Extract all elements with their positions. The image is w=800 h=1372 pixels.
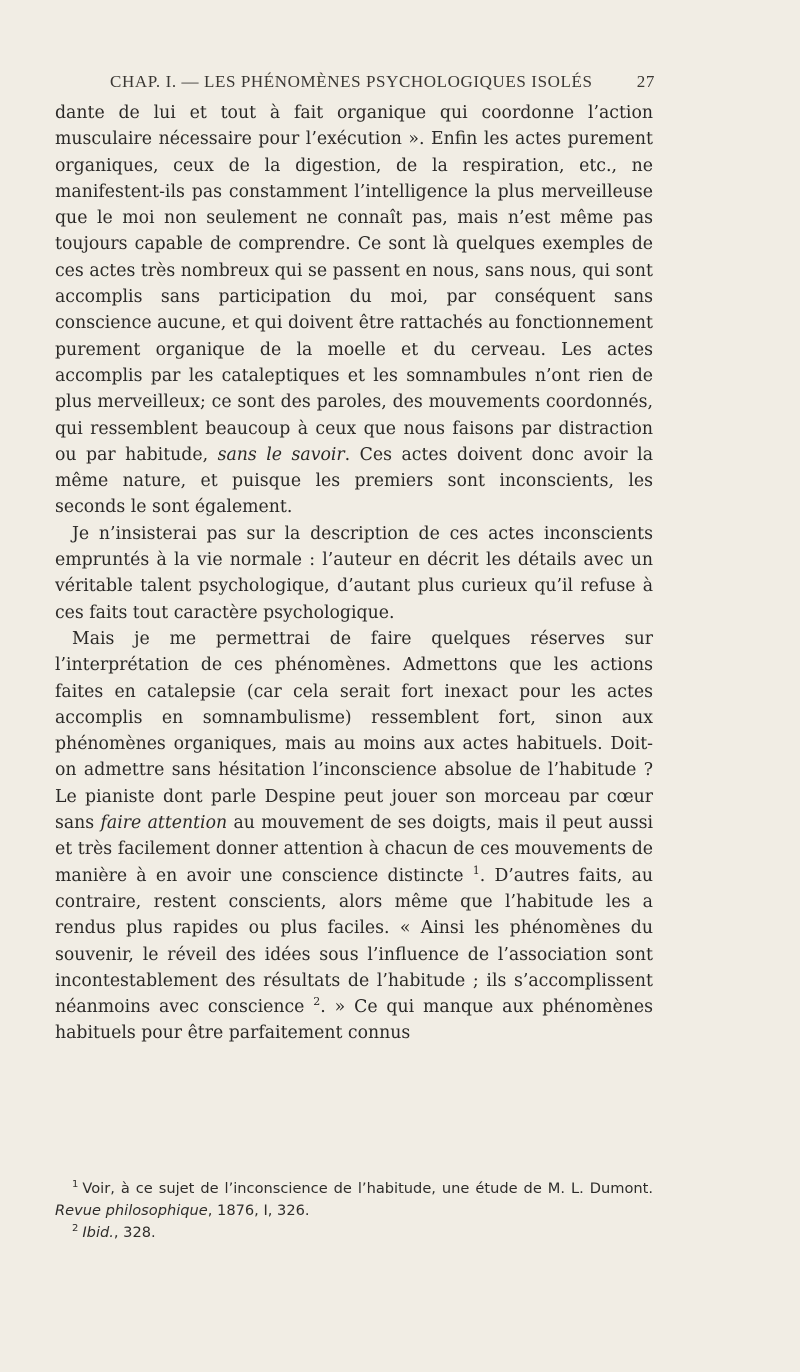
- paragraph-3-text-a: Mais je me permettrai de faire quelques réserves sur l’interprétation de ces phénomènes. Admettons que les actions faites en catalepsie (car cela serait fort inexact pour les actes accomplis en somnambulisme) ressemblent fort, sinon aux phénomènes organiques, mais au moins aux actes habituels. Doit-on admettre sans hésitation l’inconscience absolue de l’habitude ? Le pianiste dont parle Despine peut jouer son morceau par cœur sans: [55, 628, 653, 834]
- footnote-1-mark: 1: [72, 1179, 79, 1191]
- body-text: [55, 100, 653, 1047]
- paragraph-3: [55, 626, 653, 1047]
- footnote-1-rest: , 1876, I, 326.: [207, 1202, 310, 1219]
- footnote-2: [55, 1222, 653, 1244]
- footnote-1-text: Voir, à ce sujet de l’inconscience de l’habitude, une étude de M. L. Dumont.: [82, 1180, 653, 1197]
- paragraph-1: [55, 100, 653, 521]
- footnote-2-rest: , 328.: [113, 1224, 156, 1241]
- footnote-ref-1[interactable]: 1: [472, 863, 480, 877]
- footnote-1: [55, 1178, 653, 1222]
- footnote-2-mark: 2: [72, 1223, 79, 1235]
- footnote-2-journal: Ibid.: [82, 1224, 114, 1241]
- running-head: [110, 72, 655, 92]
- paragraph-3-text-b: au mouvement de ses doigts, mais il peut aussi et très facilement donner attention à chacun de ces mouvements de manière à en avoir une conscience distincte: [55, 813, 653, 886]
- footnote-ref-2[interactable]: 2: [313, 995, 321, 1009]
- paragraph-1-italic: sans le savoir: [217, 444, 345, 465]
- paragraph-1-text-b: . Ces actes doivent donc avoir la même nature, et puisque les premiers sont inconscients, les seconds le sont également.: [55, 444, 653, 518]
- footnotes: [55, 1178, 653, 1244]
- paragraph-3-italic: faire attention: [100, 813, 228, 834]
- chapter-title: CHAP. I. — LES PHÉNOMÈNES PSYCHOLOGIQUES ISOLÉS: [110, 72, 593, 91]
- paragraph-1-text-a: dante de lui et tout à fait organique qui coordonne l’action musculaire nécessaire pour l’exécution ». Enfin les actes purement organiques, ceux de la digestion, de la respiration, etc., ne manifestent-ils pas constamment l’intelligence la plus merveilleuse que le moi non seulement ne connaît pas, mais n’est même pas toujours capable de comprendre. Ce sont là quelques exemples de ces actes très nombreux qui se passent en nous, sans nous, qui sont accomplis sans participation du moi, par conséquent sans conscience aucune, et qui doivent être rattachés au fonctionnement purement organique de la moelle et du cerveau. Les actes accomplis par les cataleptiques et les somnambules n’ont rien de plus merveilleux; ce sont des paroles, des mouvements coordonnés, qui ressemblent beaucoup à ceux que nous faisons par distraction ou par habitude,: [55, 103, 653, 465]
- paragraph-3-text-d: . » Ce qui manque aux phénomènes habituels pour être parfaitement connus: [55, 997, 653, 1044]
- footnote-1-journal: Revue philosophique: [55, 1202, 208, 1219]
- paragraph-3-text-c: . D’autres faits, au contraire, restent conscients, alors même que l’habitude les a rendus plus rapides ou plus faciles. « Ainsi les phénomènes du souvenir, le réveil des idées sous l’influence de l’association sont incontestablement des résultats de l’habitude ; ils s’accomplissent néanmoins avec conscience: [55, 865, 653, 1018]
- paragraph-2: Je n’insisterai pas sur la description de ces actes inconscients empruntés à la vie normale : l’auteur en décrit les détails avec un véritable talent psychologique, d’autant plus curieux qu’il refuse à ces faits tout caractère psychologique.: [55, 523, 653, 623]
- page-number: 27: [636, 72, 655, 91]
